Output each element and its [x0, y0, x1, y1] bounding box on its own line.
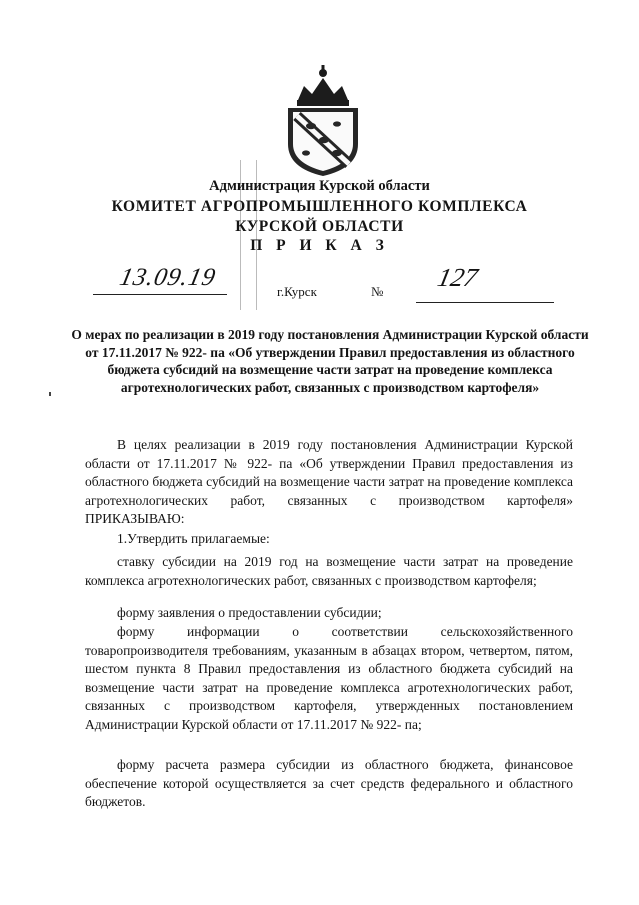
- clause-1: 1.Утвердить прилагаемые:: [117, 531, 270, 546]
- number-underline: [416, 302, 554, 303]
- preamble-paragraph: В целях реализации в 2019 году постановления Администрации Курской области от 17.11.2017 № 922- па «Об утверждении Правил предоставления из областного бюджета субсидий на возмещение части затрат на проведение комплекса агротехнологических работ, связанных с производством картофеля» ПРИКАЗЫВАЮ:: [85, 437, 573, 526]
- number-sign: №: [371, 284, 384, 299]
- date-underline: [93, 294, 227, 295]
- list-item: форму информации о соответствии сельскохозяйственного товаропроизводителя требованиям, указанным в абзацах втором, четвертом, пятом, шестом пункта 8 Правил предоставления из областного бюджета субсидий на возмещение части затрат на проведение комплекса агротехнологических работ, связанных с производством картофеля, утвержденных постановлением Администрации Курской области от 17.11.2017 № 922- па;: [85, 624, 573, 732]
- scan-artifact-dot: [49, 392, 51, 396]
- order-date: 13.09.19: [117, 264, 219, 291]
- order-title: О мерах по реализации в 2019 году постановления Администрации Курской области от 17.11.2017 № 922- па «Об утверждении Правил предоставления из областного бюджета субсидий на возмещение части затрат на проведение комплекса агротехнологических работ, связанных с производством картофеля»: [71, 327, 589, 395]
- order-city: г.Курск: [277, 284, 317, 299]
- committee-region: КУРСКОЙ ОБЛАСТИ: [235, 218, 404, 235]
- administration-name: Администрация Курской области: [209, 178, 430, 194]
- kursk-coat-of-arms-icon: [284, 60, 362, 178]
- order-number: 127: [435, 263, 481, 292]
- list-item: форму расчета размера субсидии из областного бюджета, финансовое обеспечение которой осуществляется за счет средств федерального и областного бюджетов.: [85, 757, 573, 809]
- document-type: П Р И К А З: [250, 237, 389, 254]
- list-item: ставку субсидии на 2019 год на возмещение части затрат на проведение комплекса агротехнологических работ, связанных с производством картофеля;: [85, 554, 573, 588]
- committee-name: КОМИТЕТ АГРОПРОМЫШЛЕННОГО КОМПЛЕКСА: [111, 198, 528, 215]
- list-item: форму заявления о предоставлении субсидии;: [117, 605, 382, 620]
